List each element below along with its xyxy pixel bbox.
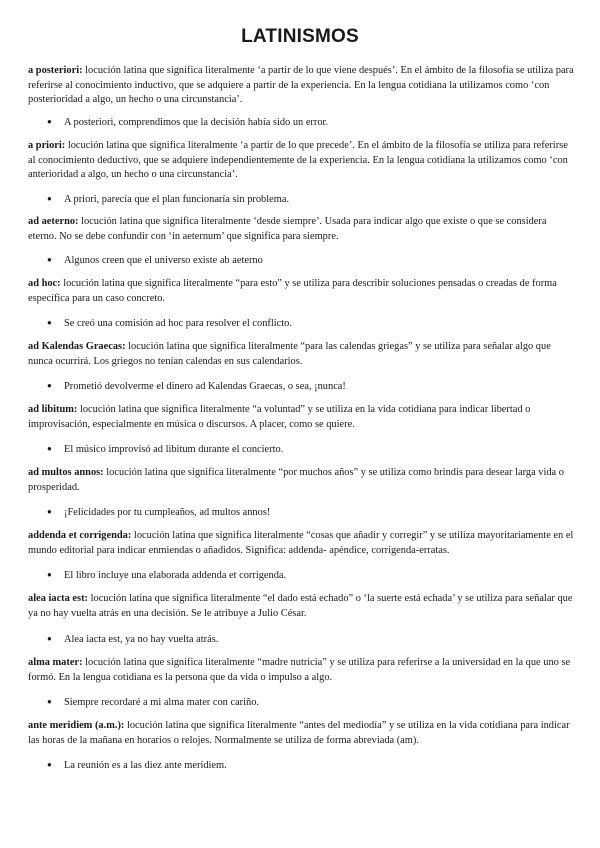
example-text: A posteriori, comprendimos que la decisión había sido un error. (64, 117, 329, 128)
entry-term: a priori: (28, 140, 66, 151)
entry-term: alea iacta est: (28, 593, 89, 604)
bullet-icon: ● (47, 381, 52, 390)
entry-example (47, 695, 567, 711)
bullet-icon: ● (47, 697, 52, 706)
entry-term: ad aeterno: (28, 216, 79, 227)
entry-ad-hoc (28, 277, 574, 306)
bullet-icon: ● (47, 507, 52, 516)
entry-definition: locución latina que significa literalmente “a voluntad” y se utiliza en la vida cotidiana para indicar libertad o improvisación, especialmente en música o discursos. A placer, como se quiere. (28, 404, 531, 430)
entry-term: addenda et corrigenda: (28, 530, 132, 541)
entry-term: ante meridiem (a.m.): (28, 720, 125, 731)
entry-term: ad hoc: (28, 278, 61, 289)
entry-ad-aeterno (28, 215, 574, 244)
entry-definition: locución latina que significa literalmente “el dado está echado” o ‘la suerte está echada’ y se utiliza para señalar que ya no hay vuelta atrás en una decisión. Se le atribuye a Julio César. (28, 593, 573, 619)
bullet-icon: ● (47, 634, 52, 643)
entry-definition: locución latina que significa literalmente “para esto” y se utiliza para describir soluciones pensadas o creadas de forma específica para un caso concreto. (28, 278, 557, 304)
entry-example (47, 632, 567, 648)
entry-example (47, 316, 567, 332)
example-text: El músico improvisó ad libitum durante el concierto. (64, 444, 284, 455)
entry-ad-libitum (28, 403, 574, 432)
entry-alma-mater (28, 656, 574, 685)
entry-term: ad Kalendas Graecas: (28, 341, 126, 352)
example-text: ¡Felicidades por tu cumpleaños, ad multos annos! (64, 507, 271, 518)
bullet-icon: ● (47, 760, 52, 769)
entry-ad-multos-annos (28, 466, 574, 495)
entry-definition: locución latina que significa literalmente “para las calendas griegas” y se utiliza para señalar algo que nunca ocurrirá. Los griegos no tenían calendas en sus calendarios. (28, 341, 551, 367)
entry-definition: locución latina que significa literalmente “antes del mediodía” y se utiliza en la vida cotidiana para indicar las horas de la mañana en horarios o relojes. Normalmente se utiliza de forma abreviada (am). (28, 720, 570, 746)
entry-example (47, 568, 567, 584)
entry-term: ad libitum: (28, 404, 78, 415)
entry-a-priori (28, 139, 574, 183)
entry-definition: locución latina que significa literalmente “por muchos años” y se utiliza como brindis para desear larga vida o prosperidad. (28, 467, 564, 493)
entry-example (47, 379, 567, 395)
entry-definition: locución latina que significa literalmente ‘a partir de lo que precede’. En el ámbito de la filosofía se utiliza para referirse al conocimiento deductivo, que se adquiere independientemente de la experiencia. En la lengua cotidiana la utilizamos como ‘con anterioridad a algo, un hecho o una circunstancia’. (28, 140, 568, 181)
bullet-icon: ● (47, 444, 52, 453)
bullet-icon: ● (47, 117, 52, 126)
page-title: LATINISMOS (241, 26, 359, 47)
entry-ad-kalendas-graecas (28, 340, 574, 369)
entry-example (47, 442, 567, 458)
entry-definition: locución latina que significa literalmente ‘a partir de lo que viene después’. En el ámbito de la filosofía se utiliza para referirse al conocimiento inductivo, que se adquiere a partir de la experiencia. En la lengua cotidiana la utilizamos como ‘con posterioridad a algo, un hecho o una circunstancia’. (28, 65, 574, 106)
entry-definition: locución latina que significa literalmente “madre nutricia” y se utiliza para referirse a la universidad en la que uno se formó. En la lengua cotidiana es la persona que da vida o impulso a algo. (28, 657, 571, 683)
entry-definition: locución latina que significa literalmente ‘desde siempre’. Usada para indicar algo que existe o que se considera eterno. No se debe confundir con ‘in aeternum’ que significa para siempre. (28, 216, 547, 242)
example-text: Siempre recordaré a mi alma mater con cariño. (64, 697, 260, 708)
entry-term: a posteriori: (28, 65, 83, 76)
entry-ante-meridiem (28, 719, 574, 748)
example-text: Alea iacta est, ya no hay vuelta atrás. (64, 634, 219, 645)
example-text: Prometió devolverme el dinero ad Kalendas Graecas, o sea, ¡nunca! (64, 381, 346, 392)
entry-example (47, 758, 567, 774)
bullet-icon: ● (47, 318, 52, 327)
entry-addenda-et-corrigenda (28, 529, 574, 558)
bullet-icon: ● (47, 255, 52, 264)
entry-term: alma mater: (28, 657, 83, 668)
entry-definition: locución latina que significa literalmente “cosas que añadir y corregir” y se utiliza mayoritariamente en el mundo editorial para indicar enmiendas o añadidos. Significa: addenda- apéndice, corrigenda-erratas. (28, 530, 574, 556)
example-text: A priori, parecía que el plan funcionaría sin problema. (64, 194, 290, 205)
bullet-icon: ● (47, 570, 52, 579)
example-text: El libro incluye una elaborada addenda et corrigenda. (64, 570, 287, 581)
example-text: Se creó una comisión ad hoc para resolver el conflicto. (64, 318, 292, 329)
entry-example (47, 115, 567, 131)
entry-example (47, 253, 567, 269)
entry-a-posteriori (28, 64, 574, 108)
example-text: La reunión es a las diez ante meridiem. (64, 760, 227, 771)
bullet-icon: ● (47, 194, 52, 203)
entry-example (47, 505, 567, 521)
example-text: Algunos creen que el universo existe ab aeterno (64, 255, 263, 266)
entry-alea-iacta-est (28, 592, 574, 621)
entry-example (47, 192, 567, 208)
entry-term: ad multos annos: (28, 467, 104, 478)
